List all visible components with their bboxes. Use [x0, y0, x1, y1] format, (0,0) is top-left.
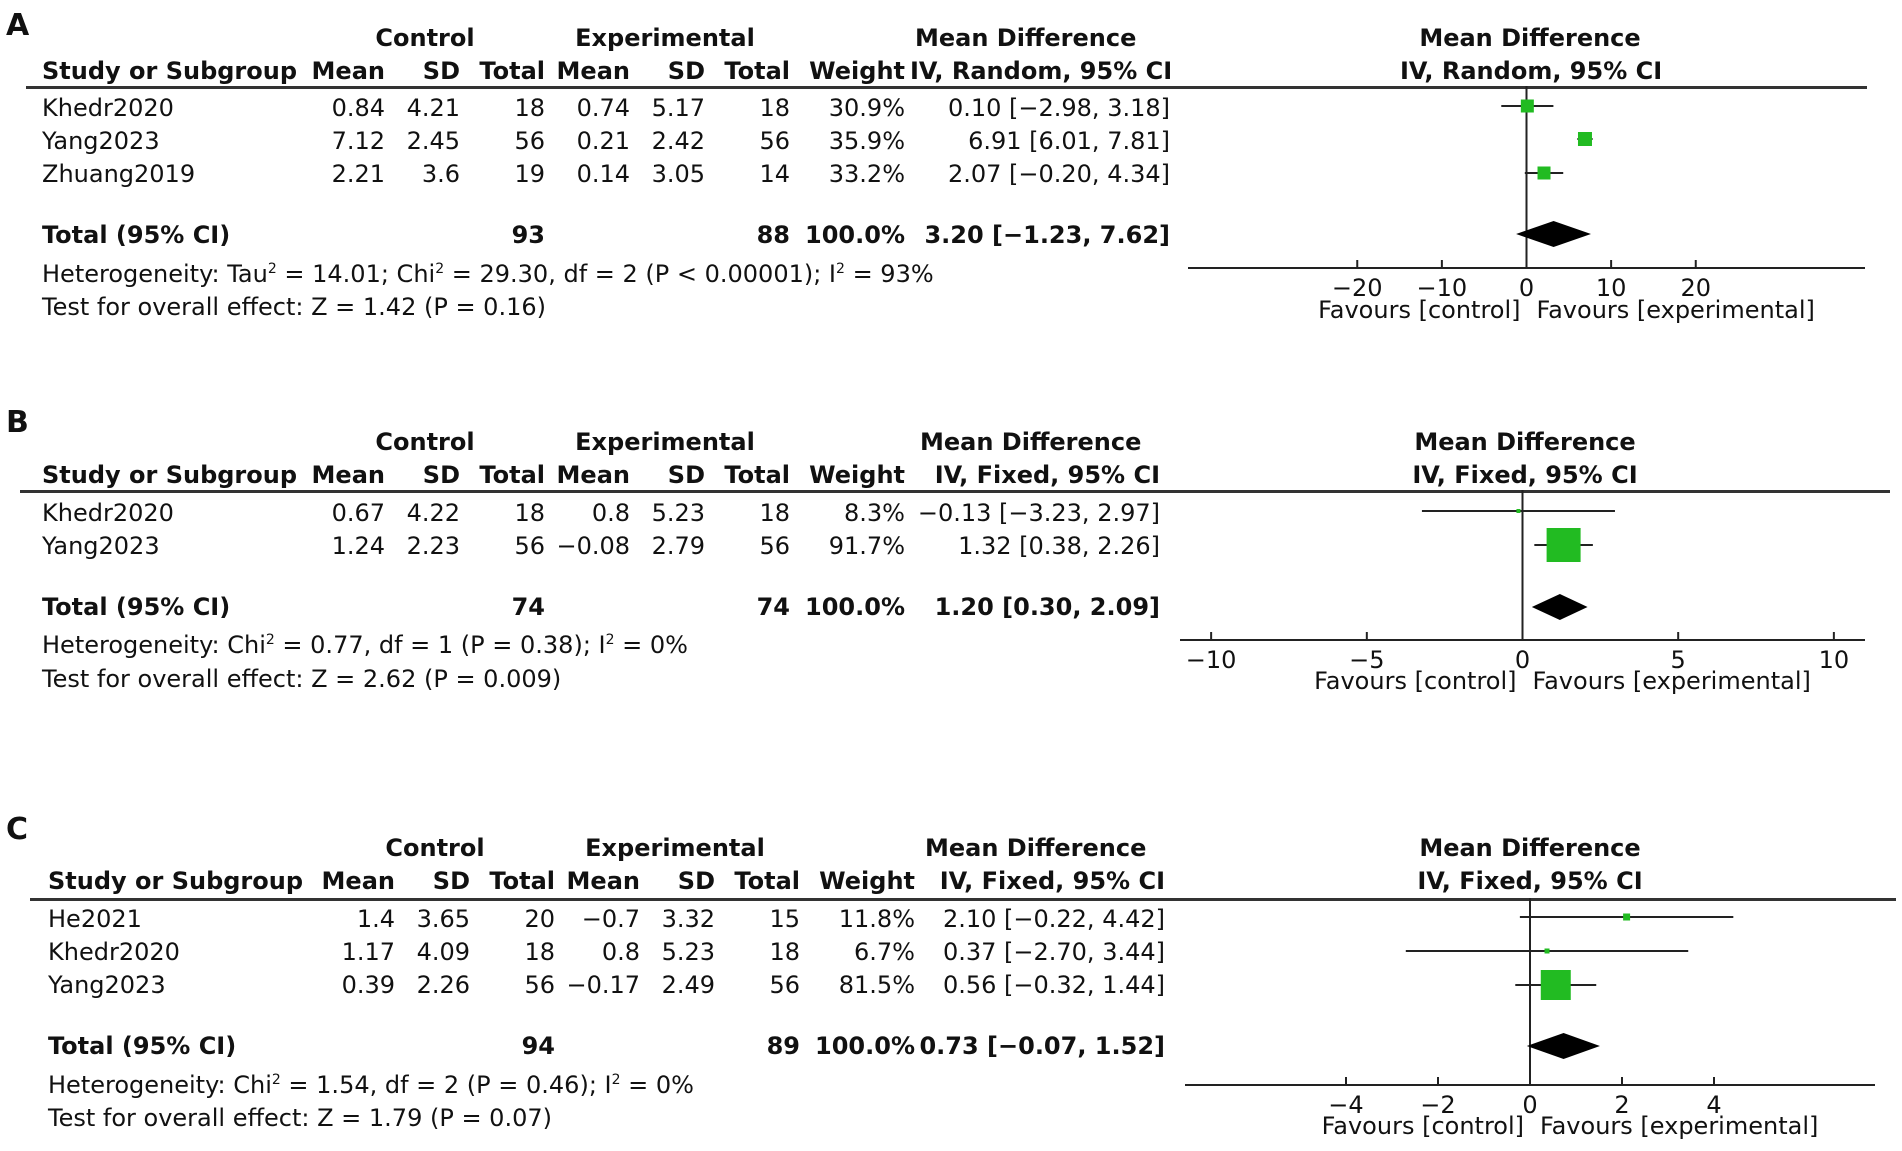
md-ci: 2.07 [−0.20, 4.34] [947, 160, 1170, 188]
weight: 91.7% [828, 532, 905, 560]
header-md-sub: IV, Fixed, 95% CI [934, 461, 1160, 489]
e-total: 18 [759, 499, 790, 527]
forest-plot [0, 0, 1902, 330]
md-ci: 6.91 [6.01, 7.81] [968, 127, 1170, 155]
e-mean: 0.14 [576, 160, 630, 188]
forest-plot [0, 812, 1902, 1151]
panel-b [0, 405, 1902, 735]
e-sd: 2.79 [651, 532, 705, 560]
header-md-title: Mean Difference [925, 834, 1147, 862]
total-label: Total (95% CI) [48, 1032, 237, 1060]
study-marker [1541, 970, 1571, 1000]
x-tick-label: 10 [1595, 274, 1627, 302]
c-mean: 1.4 [356, 905, 395, 933]
header-experimental: Experimental [575, 428, 755, 456]
study-marker [1623, 914, 1630, 921]
plot-subtitle: IV, Fixed, 95% CI [1412, 461, 1638, 489]
e-total: 56 [759, 127, 790, 155]
e-total: 56 [769, 971, 800, 999]
c-mean: 1.17 [341, 938, 395, 966]
total-weight: 100.0% [805, 221, 905, 249]
c-mean: 7.12 [331, 127, 385, 155]
x-tick-label: −10 [1416, 274, 1468, 302]
x-tick-label: −5 [1349, 646, 1385, 674]
study-marker [1516, 509, 1520, 513]
total-md-ci: 1.20 [0.30, 2.09] [934, 593, 1160, 621]
header-e-mean: Mean [556, 57, 630, 85]
c-mean: 0.39 [341, 971, 395, 999]
e-mean: 0.21 [576, 127, 630, 155]
e-mean: 0.8 [591, 499, 630, 527]
favours-experimental-label: Favours [experimental] [1540, 1112, 1819, 1140]
total-weight: 100.0% [805, 593, 905, 621]
panel-letter: C [6, 812, 29, 847]
header-weight: Weight [809, 461, 905, 489]
study-name: Yang2023 [42, 532, 160, 560]
heterogeneity: Heterogeneity: Chi$^2$ = 0.77, df = 1 (P = 0.38); $I^2 = 0\%$ [42, 631, 688, 659]
plot-title: Mean Difference [1419, 24, 1641, 52]
forest-plot [0, 405, 1902, 735]
x-tick-label: 20 [1680, 274, 1712, 302]
study-name: Khedr2020 [48, 938, 180, 966]
study-name: Yang2023 [48, 971, 166, 999]
weight: 81.5% [838, 971, 915, 999]
c-sd: 3.6 [421, 160, 460, 188]
plot-subtitle: IV, Fixed, 95% CI [1417, 867, 1643, 895]
e-mean: −0.17 [566, 971, 640, 999]
header-c-sd: SD [422, 57, 460, 85]
header-experimental: Experimental [575, 24, 755, 52]
study-name: He2021 [48, 905, 142, 933]
header-c-mean: Mean [321, 867, 395, 895]
heterogeneity: Heterogeneity: Tau$^2$ = 14.01; Chi$^2$ = 29.30, df = 2 (P < 0.00001); $I^2 = 93\%$ [42, 260, 934, 288]
total-weight: 100.0% [815, 1032, 915, 1060]
e-sd: 3.05 [651, 160, 705, 188]
total-label: Total (95% CI) [42, 221, 231, 249]
heterogeneity: Heterogeneity: Chi$^2$ = 1.54, df = 2 (P = 0.46); $I^2 = 0\%$ [48, 1071, 694, 1099]
plot-title: Mean Difference [1419, 834, 1641, 862]
header-c-total: Total [479, 57, 545, 85]
x-tick-label: 4 [1706, 1091, 1722, 1119]
total-e-total: 74 [756, 593, 790, 621]
header-md-sub: IV, Random, 95% CI [910, 57, 1173, 85]
e-total: 15 [769, 905, 800, 933]
total-e-total: 88 [756, 221, 790, 249]
header-e-total: Total [734, 867, 800, 895]
c-total: 18 [524, 938, 555, 966]
e-sd: 2.42 [651, 127, 705, 155]
c-sd: 4.22 [406, 499, 460, 527]
pooled-diamond [1532, 594, 1588, 620]
c-sd: 2.26 [416, 971, 470, 999]
e-sd: 5.23 [651, 499, 705, 527]
header-weight: Weight [809, 57, 905, 85]
c-sd: 2.45 [406, 127, 460, 155]
x-tick-label: −10 [1185, 646, 1237, 674]
e-total: 18 [769, 938, 800, 966]
weight: 6.7% [854, 938, 915, 966]
e-sd: 2.49 [661, 971, 715, 999]
c-total: 19 [514, 160, 545, 188]
header-e-sd: SD [667, 461, 705, 489]
e-total: 56 [759, 532, 790, 560]
e-sd: 5.17 [651, 94, 705, 122]
header-e-total: Total [724, 57, 790, 85]
pooled-diamond [1527, 1033, 1600, 1059]
weight: 35.9% [828, 127, 905, 155]
e-mean: 0.8 [601, 938, 640, 966]
c-total: 18 [514, 94, 545, 122]
weight: 33.2% [828, 160, 905, 188]
plot-title: Mean Difference [1414, 428, 1636, 456]
header-c-mean: Mean [311, 57, 385, 85]
x-tick-label: −4 [1328, 1091, 1364, 1119]
header-study: Study or Subgroup [48, 867, 304, 895]
favours-control-label: Favours [control] [1318, 296, 1521, 324]
study-marker [1538, 167, 1551, 180]
header-control: Control [375, 428, 475, 456]
md-ci: 0.56 [−0.32, 1.44] [942, 971, 1165, 999]
header-e-sd: SD [667, 57, 705, 85]
c-sd: 3.65 [416, 905, 470, 933]
header-c-total: Total [489, 867, 555, 895]
header-experimental: Experimental [585, 834, 765, 862]
header-e-sd: SD [677, 867, 715, 895]
header-c-total: Total [479, 461, 545, 489]
weight: 8.3% [844, 499, 905, 527]
overall-effect: Test for overall effect: Z = 2.62 (P = 0.009) [42, 665, 562, 693]
e-sd: 3.32 [661, 905, 715, 933]
e-total: 18 [759, 94, 790, 122]
e-mean: −0.08 [556, 532, 630, 560]
header-study: Study or Subgroup [42, 57, 298, 85]
md-ci: 2.10 [−0.22, 4.42] [942, 905, 1165, 933]
x-tick-label: 10 [1818, 646, 1850, 674]
total-label: Total (95% CI) [42, 593, 231, 621]
header-md-title: Mean Difference [920, 428, 1142, 456]
panel-c [0, 812, 1902, 1151]
x-tick-label: −2 [1420, 1091, 1456, 1119]
md-ci: −0.13 [−3.23, 2.97] [917, 499, 1160, 527]
total-e-total: 89 [766, 1032, 800, 1060]
study-marker [1547, 528, 1581, 562]
total-c-total: 93 [511, 221, 545, 249]
x-tick-label: −20 [1331, 274, 1383, 302]
c-mean: 0.67 [331, 499, 385, 527]
e-mean: 0.74 [576, 94, 630, 122]
header-e-mean: Mean [556, 461, 630, 489]
plot-subtitle: IV, Random, 95% CI [1400, 57, 1663, 85]
x-tick-label: 2 [1614, 1091, 1630, 1119]
c-total: 18 [514, 499, 545, 527]
panel-letter: B [6, 405, 29, 440]
md-ci: 0.37 [−2.70, 3.44] [942, 938, 1165, 966]
favours-experimental-label: Favours [experimental] [1532, 667, 1811, 695]
e-total: 14 [759, 160, 790, 188]
weight: 11.8% [838, 905, 915, 933]
panel-letter: A [6, 8, 30, 43]
favours-control-label: Favours [control] [1314, 667, 1517, 695]
study-name: Khedr2020 [42, 94, 174, 122]
c-mean: 0.84 [331, 94, 385, 122]
x-tick-label: 0 [1514, 646, 1531, 674]
panel-a [0, 0, 1902, 330]
e-mean: −0.7 [581, 905, 640, 933]
total-c-total: 94 [521, 1032, 555, 1060]
x-tick-label: 0 [1522, 1091, 1538, 1119]
header-c-sd: SD [422, 461, 460, 489]
favours-experimental-label: Favours [experimental] [1536, 296, 1815, 324]
total-c-total: 74 [511, 593, 545, 621]
c-mean: 2.21 [331, 160, 385, 188]
header-study: Study or Subgroup [42, 461, 298, 489]
header-e-mean: Mean [566, 867, 640, 895]
c-total: 56 [524, 971, 555, 999]
header-c-mean: Mean [311, 461, 385, 489]
header-control: Control [375, 24, 475, 52]
c-sd: 4.09 [416, 938, 470, 966]
header-e-total: Total [724, 461, 790, 489]
header-md-title: Mean Difference [915, 24, 1137, 52]
study-marker [1521, 100, 1534, 113]
study-name: Yang2023 [42, 127, 160, 155]
c-mean: 1.24 [331, 532, 385, 560]
header-c-sd: SD [432, 867, 470, 895]
study-name: Zhuang2019 [42, 160, 196, 188]
favours-control-label: Favours [control] [1321, 1112, 1524, 1140]
study-marker [1545, 949, 1550, 954]
header-control: Control [385, 834, 485, 862]
total-md-ci: 0.73 [−0.07, 1.52] [919, 1032, 1165, 1060]
total-md-ci: 3.20 [−1.23, 7.62] [924, 221, 1170, 249]
overall-effect: Test for overall effect: Z = 1.42 (P = 0.16) [42, 293, 546, 321]
md-ci: 1.32 [0.38, 2.26] [958, 532, 1160, 560]
study-name: Khedr2020 [42, 499, 174, 527]
overall-effect: Test for overall effect: Z = 1.79 (P = 0.07) [48, 1104, 552, 1132]
weight: 30.9% [828, 94, 905, 122]
c-total: 56 [514, 532, 545, 560]
c-sd: 2.23 [406, 532, 460, 560]
header-weight: Weight [819, 867, 915, 895]
x-tick-label: 5 [1670, 646, 1686, 674]
e-sd: 5.23 [661, 938, 715, 966]
c-total: 56 [514, 127, 545, 155]
c-sd: 4.21 [406, 94, 460, 122]
x-tick-label: 0 [1518, 274, 1535, 302]
study-marker [1578, 132, 1592, 146]
c-total: 20 [524, 905, 555, 933]
header-md-sub: IV, Fixed, 95% CI [939, 867, 1165, 895]
md-ci: 0.10 [−2.98, 3.18] [947, 94, 1170, 122]
